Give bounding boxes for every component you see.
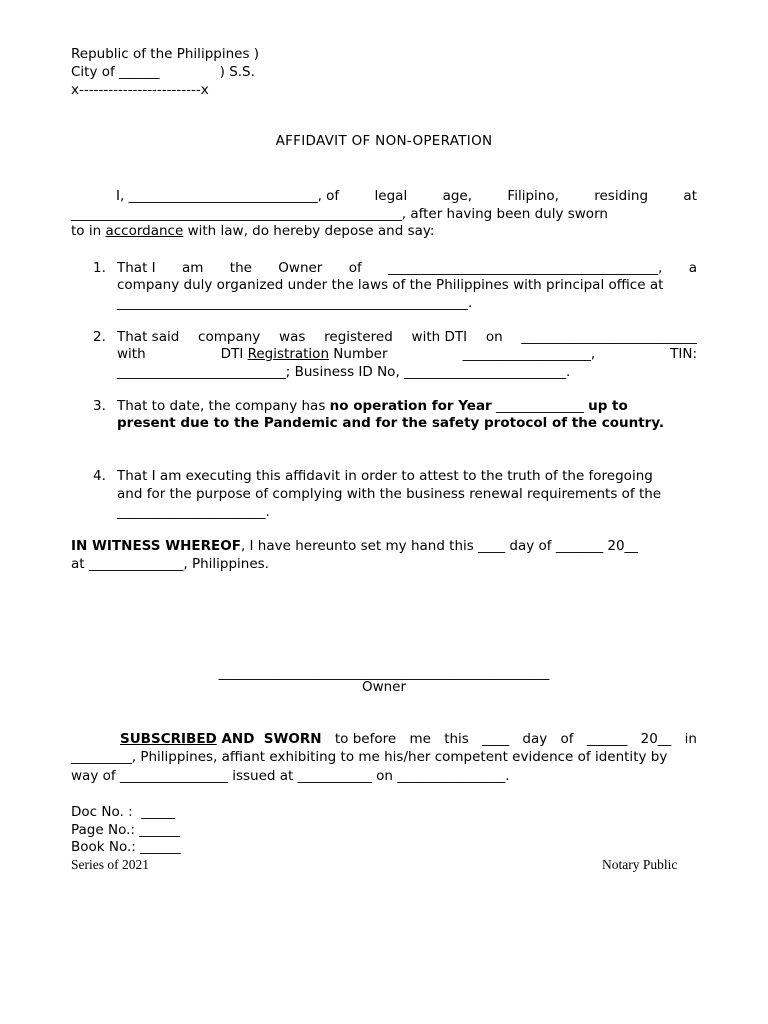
intro-line-2: _________________________________________________, after having been duly sworn bbox=[71, 206, 608, 222]
item-1-line-3: ____________________________________________________. bbox=[117, 295, 473, 311]
venue-republic: Republic of the Philippines ) bbox=[71, 46, 260, 62]
item-3-line-2: present due to the Pandemic and for the safety protocol of the country. bbox=[117, 415, 665, 431]
owner-signature-line: _________________________________________________ bbox=[218, 665, 550, 681]
venue-city: City of ______ ) S.S. bbox=[71, 64, 255, 80]
intro-line-3: to in accordance with law, do hereby depose and say: bbox=[71, 223, 435, 239]
jurat-line-1: SUBSCRIBED AND SWORN to before me this ____ day of ______ 20__ in bbox=[120, 731, 697, 747]
item-1-line-1: That I am the Owner of ________________________________________, a bbox=[117, 260, 697, 276]
notary-public-label: Notary Public bbox=[602, 857, 678, 872]
doc-number: Doc No. : _____ bbox=[71, 804, 175, 820]
item-1-line-2: company duly organized under the laws of the Philippines with principal office at bbox=[117, 277, 664, 293]
item-2-line-2: with DTI Registration Number ___________________, TIN: bbox=[117, 346, 697, 362]
item-number: 2. bbox=[93, 329, 106, 345]
item-number: 1. bbox=[93, 260, 106, 276]
item-4-line-3: ______________________. bbox=[117, 504, 270, 520]
item-3-line-1: That to date, the company has no operation for Year _____________ up to bbox=[117, 398, 628, 414]
intro-line-1: I, ____________________________, of legal age, Filipino, residing at bbox=[116, 188, 697, 204]
witness-line-2: at ______________, Philippines. bbox=[71, 556, 269, 572]
item-number: 4. bbox=[93, 468, 106, 484]
owner-label: Owner bbox=[361, 679, 407, 695]
item-2-line-3: _________________________; Business ID No, ________________________. bbox=[117, 364, 571, 380]
item-number: 3. bbox=[93, 398, 106, 414]
item-4-line-1: That I am executing this affidavit in order to attest to the truth of the foregoing bbox=[117, 468, 653, 484]
item-2-line-1: That said company was registered with DTI on __________________________ bbox=[117, 329, 697, 345]
witness-line-1: IN WITNESS WHEREOF, I have hereunto set my hand this ____ day of _______ 20__ bbox=[71, 538, 639, 554]
book-number: Book No.: ______ bbox=[71, 839, 181, 855]
jurat-line-3: way of ________________ issued at ___________ on ________________. bbox=[71, 768, 510, 784]
jurat-line-2: _________, Philippines, affiant exhibiting to me his/her competent evidence of identity by bbox=[71, 749, 668, 765]
document-title: AFFIDAVIT OF NON-OPERATION bbox=[275, 133, 493, 149]
series-year: Series of 2021 bbox=[71, 857, 149, 872]
item-4-line-2: and for the purpose of complying with the business renewal requirements of the bbox=[117, 486, 662, 502]
venue-divider: x-------------------------x bbox=[71, 82, 209, 98]
page-number: Page No.: ______ bbox=[71, 822, 180, 838]
